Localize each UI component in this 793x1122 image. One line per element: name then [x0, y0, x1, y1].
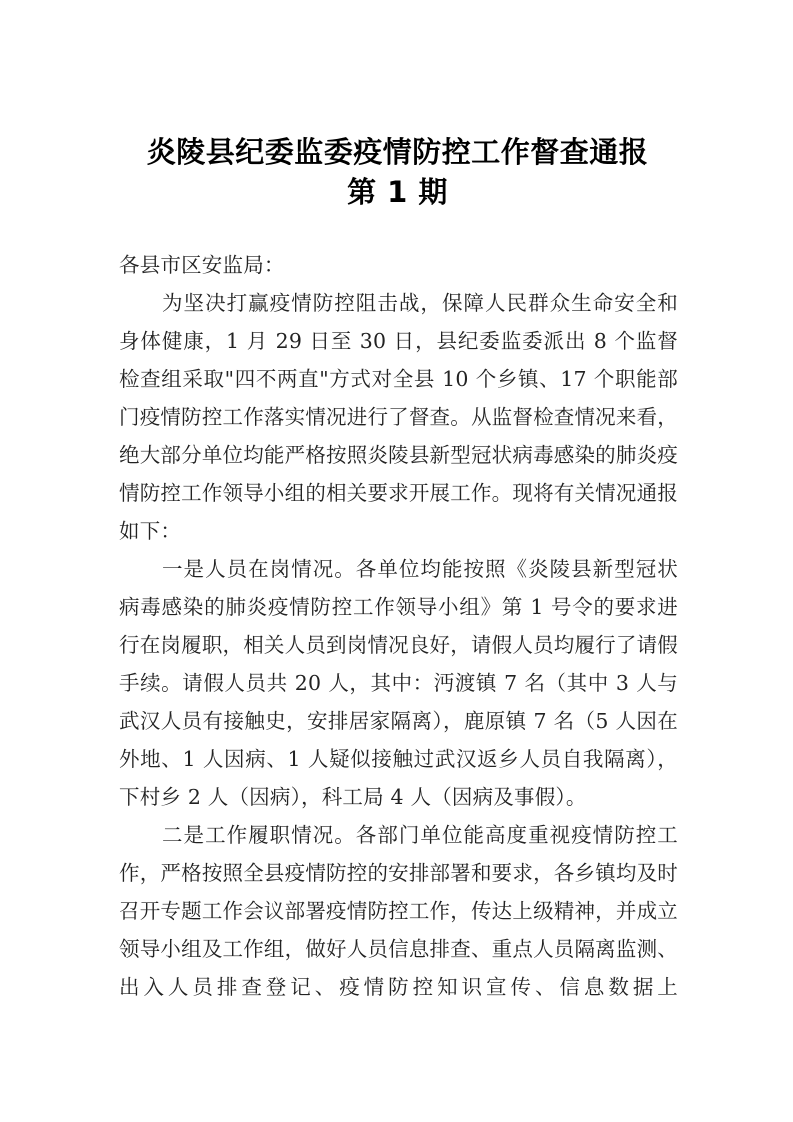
document-title: [119, 132, 676, 212]
salutation: 各县市区安监局：: [119, 253, 285, 277]
document-body: [119, 246, 678, 1006]
paragraph-duty-performance: 二是工作履职情况。各部门单位能高度重视疫情防控工作，严格按照全县疫情防控的安排部署和要求，各乡镇均及时召开专题工作会议部署疫情防控工作，传达上级精神，并成立领导小组及工作组，做好人员信息排查、重点人员隔离监测、出入人员排查登记、疫情防控知识宣传、信息数据上: [119, 823, 678, 999]
paragraph-staff-attendance: 一是人员在岗情况。各单位均能按照《炎陵县新型冠状病毒感染的肺炎疫情防控工作领导小组》第 1 号令的要求进行在岗履职，相关人员到岗情况良好，请假人员均履行了请假手续。请假人员共 20 人，其中：沔渡镇 7 名（其中 3 人与武汉人员有接触史，安排居家隔离），鹿原镇 7 名（5 人因在外地、1 人因病、1 人疑似接触过武汉返乡人员自我隔离），下村乡 2 人（因病），科工局 4 人（因病及事假）。: [119, 557, 678, 809]
paragraph-overview: 为坚决打赢疫情防控阻击战，保障人民群众生命安全和身体健康，1 月 29 日至 30 日，县纪委监委派出 8 个监督检查组采取"四不两直"方式对全县 10 个乡镇、17 个职能部门疫情防控工作落实情况进行了督查。从监督检查情况来看，绝大部分单位均能严格按照炎陵县新型冠状病毒感染的肺炎疫情防控工作领导小组的相关要求开展工作。现将有关情况通报如下：: [119, 291, 678, 543]
title-line-primary: 炎陵县纪委监委疫情防控工作督查通报: [146, 135, 649, 169]
title-line-issue-number: 第 1 期: [347, 175, 448, 209]
